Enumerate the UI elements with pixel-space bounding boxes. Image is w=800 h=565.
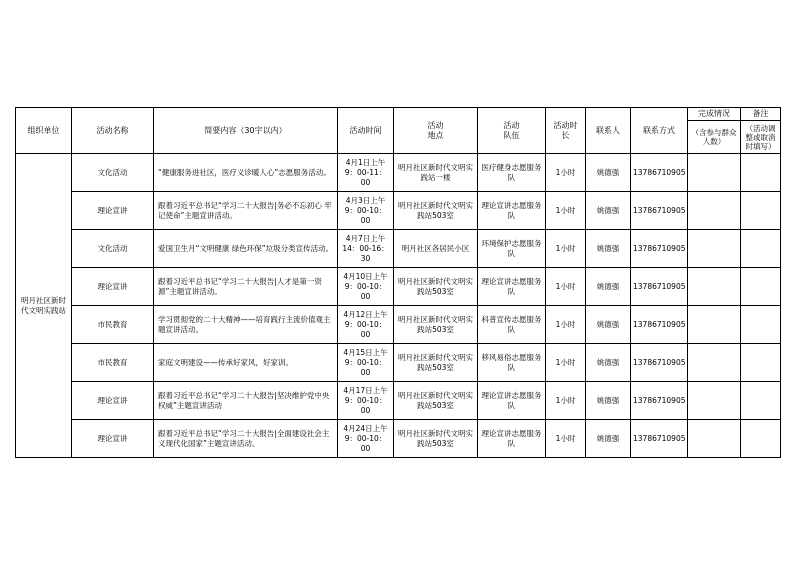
table-row <box>16 344 781 382</box>
remarks-cell <box>741 306 781 344</box>
completion-cell <box>688 230 741 268</box>
table-row <box>16 306 781 344</box>
time-cell: 4月3日上午9：00-10：00 <box>338 192 394 230</box>
table-row <box>16 268 781 306</box>
activity-name-cell: 文化活动 <box>72 154 154 192</box>
phone-cell: 13786710905 <box>631 344 688 382</box>
remarks-cell <box>741 230 781 268</box>
location-cell: 明月社区新时代文明实践站503室 <box>394 306 478 344</box>
activity-schedule-table <box>15 107 781 458</box>
duration-cell: 1小时 <box>546 268 586 306</box>
activity-name-cell: 市民教育 <box>72 344 154 382</box>
table-row <box>16 230 781 268</box>
header-row <box>16 108 781 121</box>
activity-name-cell: 理论宣讲 <box>72 420 154 458</box>
completion-cell <box>688 192 741 230</box>
table-row <box>16 382 781 420</box>
content-cell: 学习贯彻党的二十大精神——培育践行主流价值观主题宣讲活动。 <box>154 306 338 344</box>
activity-name-cell: 理论宣讲 <box>72 192 154 230</box>
completion-cell <box>688 420 741 458</box>
team-cell: 医疗健身志愿服务队 <box>478 154 546 192</box>
completion-cell <box>688 306 741 344</box>
team-cell: 科普宣传志愿服务队 <box>478 306 546 344</box>
location-cell: 明月社区新时代文明实践站503室 <box>394 344 478 382</box>
location-cell: 明月社区新时代文明实践站503室 <box>394 420 478 458</box>
contact-cell: 姚德强 <box>586 268 631 306</box>
contact-cell: 姚德强 <box>586 382 631 420</box>
time-cell: 4月7日上午14：00-16：30 <box>338 230 394 268</box>
duration-cell: 1小时 <box>546 192 586 230</box>
location-cell: 明月社区新时代文明实践站503室 <box>394 268 478 306</box>
team-cell: 理论宣讲志愿服务队 <box>478 268 546 306</box>
activity-name-cell: 文化活动 <box>72 230 154 268</box>
content-cell: 跟着习近平总书记“学习二十大报告|人才是第一资源”主题宣讲活动。 <box>154 268 338 306</box>
team-cell: 理论宣讲志愿服务队 <box>478 382 546 420</box>
duration-cell: 1小时 <box>546 344 586 382</box>
time-cell: 4月10日上午9：00-10：00 <box>338 268 394 306</box>
content-cell: 爱国卫生月“文明健康 绿色环保”垃圾分类宣传活动。 <box>154 230 338 268</box>
contact-cell: 姚德强 <box>586 192 631 230</box>
table-row <box>16 154 781 192</box>
completion-cell <box>688 344 741 382</box>
content-cell: 跟着习近平总书记“学习二十大报告|务必不忘初心 牢记使命”主题宣讲活动。 <box>154 192 338 230</box>
header-contact: 联系人 <box>586 108 631 154</box>
header-team: 活动 队伍 <box>478 108 546 154</box>
remarks-cell <box>741 192 781 230</box>
content-cell: 跟着习近平总书记“学习二十大报告|全面建设社会主义现代化国家”主题宣讲活动。 <box>154 420 338 458</box>
team-cell: 环境保护志愿服务队 <box>478 230 546 268</box>
contact-cell: 姚德强 <box>586 230 631 268</box>
content-cell: “健康服务进社区，医疗义诊暖人心”志愿服务活动。 <box>154 154 338 192</box>
team-cell: 理论宣讲志愿服务队 <box>478 192 546 230</box>
phone-cell: 13786710905 <box>631 230 688 268</box>
header-remarks-sub: （活动调整或取消时填写） <box>741 121 781 154</box>
location-cell: 明月社区新时代文明实践站一楼 <box>394 154 478 192</box>
location-cell: 明月社区新时代文明实践站503室 <box>394 192 478 230</box>
completion-cell <box>688 382 741 420</box>
content-cell: 家庭文明建设——传承好家风，好家训。 <box>154 344 338 382</box>
time-cell: 4月17日上午9：00-10：00 <box>338 382 394 420</box>
duration-cell: 1小时 <box>546 154 586 192</box>
header-duration: 活动时 长 <box>546 108 586 154</box>
activity-name-cell: 理论宣讲 <box>72 268 154 306</box>
content-cell: 跟着习近平总书记“学习二十大报告|坚决维护党中央权威”主题宣讲活动 <box>154 382 338 420</box>
team-cell: 移风易俗志愿服务队 <box>478 344 546 382</box>
table-row <box>16 192 781 230</box>
phone-cell: 13786710905 <box>631 420 688 458</box>
remarks-cell <box>741 382 781 420</box>
location-cell: 明月社区新时代文明实践站503室 <box>394 382 478 420</box>
header-time: 活动时间 <box>338 108 394 154</box>
remarks-cell <box>741 268 781 306</box>
remarks-cell <box>741 154 781 192</box>
contact-cell: 姚德强 <box>586 420 631 458</box>
contact-cell: 姚德强 <box>586 306 631 344</box>
header-content: 简要内容（30字以内） <box>154 108 338 154</box>
time-cell: 4月15日上午9：00-10：00 <box>338 344 394 382</box>
contact-cell: 姚德强 <box>586 154 631 192</box>
duration-cell: 1小时 <box>546 230 586 268</box>
phone-cell: 13786710905 <box>631 268 688 306</box>
header-phone: 联系方式 <box>631 108 688 154</box>
time-cell: 4月1日上午9：00-11：00 <box>338 154 394 192</box>
completion-cell <box>688 154 741 192</box>
header-location: 活动 地点 <box>394 108 478 154</box>
header-org-unit: 组织单位 <box>16 108 72 154</box>
phone-cell: 13786710905 <box>631 306 688 344</box>
activity-name-cell: 理论宣讲 <box>72 382 154 420</box>
phone-cell: 13786710905 <box>631 382 688 420</box>
location-cell: 明月社区各居民小区 <box>394 230 478 268</box>
activity-name-cell: 市民教育 <box>72 306 154 344</box>
remarks-cell <box>741 420 781 458</box>
duration-cell: 1小时 <box>546 306 586 344</box>
contact-cell: 姚德强 <box>586 344 631 382</box>
org-unit-cell: 明月社区新时代文明实践站 <box>16 154 72 458</box>
header-activity-name: 活动名称 <box>72 108 154 154</box>
duration-cell: 1小时 <box>546 420 586 458</box>
header-completion-sub: （含参与群众人数） <box>688 121 741 154</box>
completion-cell <box>688 268 741 306</box>
table-row <box>16 420 781 458</box>
team-cell: 理论宣讲志愿服务队 <box>478 420 546 458</box>
phone-cell: 13786710905 <box>631 154 688 192</box>
time-cell: 4月24日上午9：00-10：00 <box>338 420 394 458</box>
phone-cell: 13786710905 <box>631 192 688 230</box>
header-completion: 完成情况 <box>688 108 741 121</box>
remarks-cell <box>741 344 781 382</box>
header-remarks: 备注 <box>741 108 781 121</box>
duration-cell: 1小时 <box>546 382 586 420</box>
time-cell: 4月12日上午9：00-10：00 <box>338 306 394 344</box>
